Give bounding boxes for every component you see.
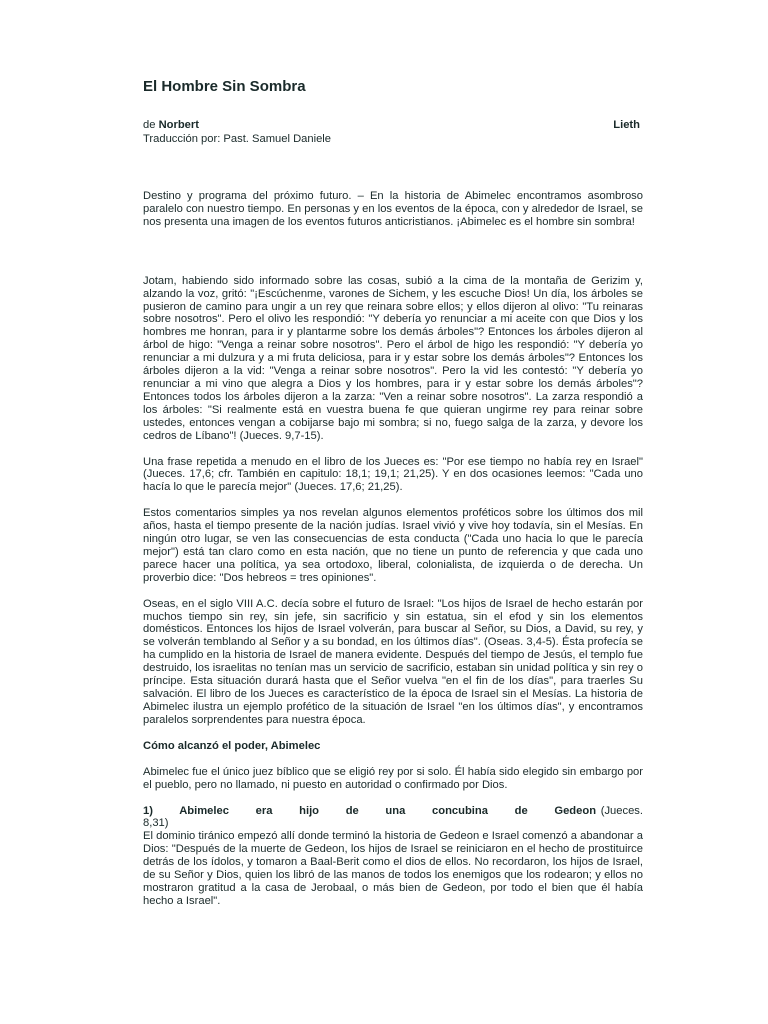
- author-first: [143, 119, 199, 133]
- paragraph-point-1: [143, 805, 643, 908]
- paragraph-comentarios: Estos comentarios simples ya nos revelan algunos elementos proféticos sobre los últimos dos mil años, hasta el tiempo presente de la nación judías. Israel vivió y vive hoy todavía, sin el Mesías. En ningún otro lugar, se ven las consecuencias de esta conducta ("Cada uno hacia lo que le parecía mejor") está tan claro como en esta nación, que no tiene un punto de referencia y que cada uno parece hacer una política, ya sea ortodoxo, liberal, colonialista, de izquierda o de derecha. Un proverbio dice: "Dos hebreos = tres opiniones".: [143, 507, 643, 584]
- point-1-body: El dominio tiránico empezó allí donde terminó la historia de Gedeon e Israel comenzó a abandonar a Dios: "Después de la muerte de Gedeon, los hijos de Israel se reiniciaron en el hecho de prostituirce detrás de los ídolos, y tomaron a Baal-Berit como el dios de ellos. No recordaron, los hijos de Israel, de su Señor y Dios, quien los libró de las manos de todos los enemigos que los rodearon; y ellos no mostraron gratitud a la casa de Jerobaal, o más bien de Gedeon, por todo el bien que él había hecho a Israel".: [143, 830, 643, 907]
- document-title: El Hombre Sin Sombra: [143, 78, 306, 95]
- paragraph-oseas: Oseas, en el siglo VIII A.C. decía sobre el futuro de Israel: "Los hijos de Israel de hecho estarán por muchos tiempo sin rey, sin jefe, sin sacrificio y sin estatua, sin el efod y sin los elementos domésticos. Entonces los hijos de Israel volverán, para buscar al Señor, su Dios, a David, su rey, y se volverán temblando al Señor y a su bondad, en los últimos días". (Oseas. 3,4-5). Ésta profecía se ha cumplido en la historia de Israel de manera evidente. Después del tiempo de Jesús, el templo fue destruido, los israelitas no tenían mas un servicio de sacrificio, estaban sin unidad política y sin rey o príncipe. Esta situación durará hasta que el Señor vuelva "en el fin de los días", para traerles Su salvación. El libro de los Jueces es característico de la época de Israel sin el Mesías. La historia de Abimelec ilustra un ejemplo profético de la situación de Israel "en los últimos días", y encontramos paralelos sorprendentes para nuestra época.: [143, 597, 643, 726]
- paragraph-jotam: Jotam, habiendo sido informado sobre las cosas, subió a la cima de la montaña de Gerizim y, alzando la voz, gritó: "¡Escúchenme, varones de Sichem, y les escuche Dios! Un día, los árboles se pusieron de camino para ungir a un rey que reinara sobre ellos; y ellos dijeron al olivo: "Tu reinaras sobre nosotros". Pero el olivo les respondió: "Y debería yo renunciar a mi aceite con que Dios y los hombres me honran, para ir y plantarme sobre los demás árboles"? Entonces los árboles dijeron al árbol de higo: "Venga a reinar sobre nosotros". Pero el árbol de higo les respondió: "Y debería yo renunciar a mi dulzura y a mi fruta deliciosa, para ir y estar sobre los demás árboles"? Entonces los árboles dijeron a la vid: "Venga a reinar sobre nosotros". Pero la vid les contestó: "Y debería yo renunciar a mi vino que alegra a Dios y los hombres, para ir y estar sobre los demás árboles"? Entonces todos los árboles dijeron a la zarza: "Ven a reinar sobre nosotros". La zarza respondió a los árboles: "Si realmente está en vuestra buena fe que quieran ungirme rey para reinar sobre ustedes, entonces vengan a cobijarse bajo mi sombra; si no, fuego salga de la zarza, y devore los cedros de Líbano"! (Jueces. 9,7-15).: [143, 274, 643, 442]
- section-heading: Cómo alcanzó el poder, Abimelec: [143, 739, 321, 752]
- point-1-reference: (Jueces. 8,31): [143, 804, 643, 830]
- document-page: [143, 78, 643, 908]
- author-line: [143, 119, 643, 133]
- paragraph-intro: Destino y programa del próximo futuro. – En la historia de Abimelec encontramos asombroso paralelo con nuestro tiempo. En personas y en los eventos de la época, con y alrededor de Israel, se nos presenta una imagen de los eventos futuros anticristianos. ¡Abimelec es el hombre sin sombra!: [143, 190, 643, 228]
- point-1-heading: 1) Abimelec era hijo de una concubina de Gedeon: [143, 804, 597, 817]
- translator-line: Traducción por: Past. Samuel Daniele: [143, 132, 332, 145]
- paragraph-jueces: Una frase repetida a menudo en el libro de los Jueces es: "Por ese tiempo no había rey en Israel" (Jueces. 17,6; cfr. También en capitulo: 18,1; 19,1; 21,25). Y en dos ocasiones leemos: "Cada uno hacía lo que le parecía mejor" (Jueces. 17,6; 21,25).: [143, 455, 643, 494]
- paragraph-abimelec: Abimelec fue el único juez bíblico que se eligió rey por si solo. Él había sido elegido sin embargo por el pueblo, pero no llamado, ni puesto en autoridad o confirmado por Dios.: [143, 765, 643, 791]
- author-last-name: Lieth: [613, 119, 640, 131]
- author-first-name: Norbert: [158, 119, 199, 131]
- author-prefix: de: [143, 119, 156, 131]
